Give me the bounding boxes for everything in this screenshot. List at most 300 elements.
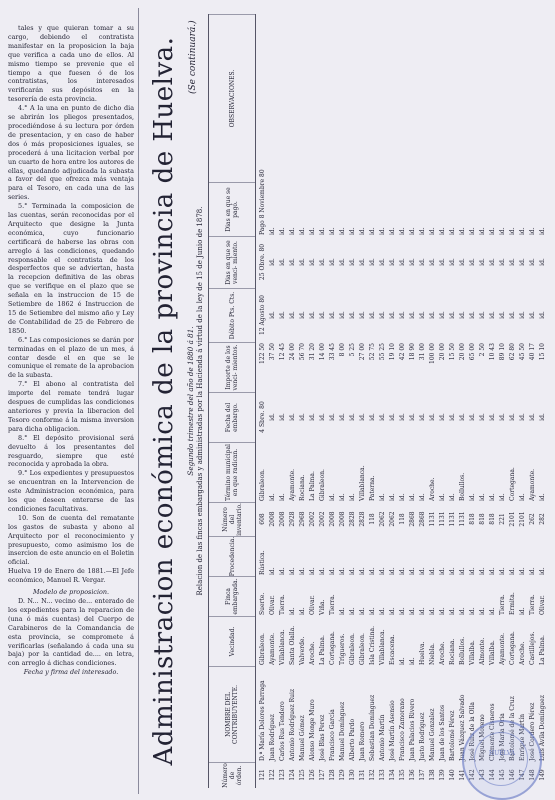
table-cell: id.	[439, 311, 446, 319]
table-header	[209, 14, 256, 788]
table-cell: id.	[299, 311, 306, 319]
table-cell: 142	[469, 769, 476, 781]
table-cell: José Martín Asensio	[389, 700, 396, 761]
table-cell: Santa Olalla.	[289, 625, 296, 665]
table-cell: id.	[489, 413, 496, 421]
table-cell: Niebla.	[429, 643, 436, 665]
table-cell: 122 50	[259, 343, 266, 364]
header-cell: Número del inventario.	[209, 502, 255, 536]
model-text: D. N... N... vecino de... enterado de los expedientes para la reparacion de (una ó más cuentas) del Cuerpo de Carabineros de la Comandancia de esta provincia, se compromete á verificarlas (señalando á cada una su baja) por la cantidad de.... en letra, con arreglo á dichas condiciones.	[8, 597, 134, 668]
table-cell: id.	[369, 607, 376, 615]
table-cell: id.	[409, 258, 416, 266]
table-cell: Bartolomé Pérez	[449, 710, 456, 761]
table-cell: Rústica.	[259, 550, 266, 575]
table-cell: 2828	[349, 511, 356, 527]
table-cell: id.	[289, 413, 296, 421]
table-cell: Alberto Pardo	[349, 718, 356, 761]
table-cell: id.	[539, 258, 546, 266]
table-cell: id.	[409, 413, 416, 421]
table-cell: 124	[289, 769, 296, 781]
table-cell: id.	[409, 567, 416, 575]
table-cell: Ayamonte.	[289, 468, 296, 501]
table-cell: Juan Vázquez Salvado	[459, 694, 466, 761]
table-cell: id.	[329, 227, 336, 235]
table-cell: id.	[389, 567, 396, 575]
table-cell: D.ª María Dolores Parraga	[259, 680, 266, 761]
table-cell: 19 10	[389, 343, 396, 361]
table-cell: id.	[469, 258, 476, 266]
table-cell: Olivar.	[309, 595, 316, 615]
table-cell: id.	[359, 567, 366, 575]
table-cell: 20 00	[439, 343, 446, 361]
table-cell: id.	[459, 258, 466, 266]
table-cell: 2008	[329, 511, 336, 527]
table-cell: Viña.	[319, 599, 326, 615]
continuation-note: (Se continuará.)	[188, 20, 198, 94]
table-cell: id.	[269, 227, 276, 235]
table-cell: Suerte.	[259, 592, 266, 615]
table-cell: id.	[309, 567, 316, 575]
table-cell: id.	[409, 493, 416, 501]
table-cell: Villalba.	[469, 640, 476, 665]
table-cell: id.	[509, 311, 516, 319]
table-cell: Tierra.	[279, 594, 286, 615]
table-cell: id.	[499, 567, 506, 575]
table-cell: 818	[489, 513, 496, 525]
table-cell: Bollullos.	[459, 472, 466, 501]
embargo-table	[208, 14, 549, 788]
table-cell: id.	[499, 413, 506, 421]
table-cell: id.	[449, 311, 456, 319]
table-cell: Cortegana.	[329, 631, 336, 665]
table-cell: José Ruiz de la Olla	[469, 702, 476, 761]
table-cell: id.	[409, 657, 416, 665]
table-cell: 8 00	[339, 343, 346, 357]
table-cell: id.	[349, 493, 356, 501]
model-title: Modelo de proposicion.	[33, 588, 109, 597]
seal-stamp	[462, 720, 542, 800]
table-row	[537, 14, 548, 788]
table-cell: 14 00	[319, 343, 326, 361]
table-cell: id.	[309, 258, 316, 266]
table-cell: id.	[319, 413, 326, 421]
table-cell: id.	[529, 567, 536, 575]
table-cell: 143	[479, 769, 486, 781]
table-cell: La Palma.	[309, 471, 316, 501]
table-cell: 42 00	[399, 343, 406, 361]
paragraph: 10. Son de cuenta del rematante los gastos de subasta y abono al Arquitecto por el reconocimiento y presupuesto, como asimismo los de insercion de este anuncio en el Boletin oficial.	[8, 513, 134, 567]
table-cell: Francisco García	[329, 709, 336, 761]
left-text-column	[8, 24, 134, 794]
table-cell: id.	[349, 258, 356, 266]
table-cell: 141	[459, 769, 466, 781]
table-cell: id.	[539, 567, 546, 575]
header-cell: Débito Pts. Cts.	[209, 288, 255, 342]
table-cell: id.	[449, 493, 456, 501]
table-cell: id.	[399, 311, 406, 319]
rotated-sheet	[142, 8, 552, 794]
seal-text: HUELVA	[488, 750, 516, 757]
table-cell: id.	[419, 227, 426, 235]
table-cell: 24 00	[289, 343, 296, 361]
table-cell: id.	[289, 258, 296, 266]
table-cell: Paterna.	[369, 475, 376, 501]
table-cell: Almonte.	[479, 637, 486, 665]
table-cell: 138	[429, 769, 436, 781]
table-cell: 62 80	[509, 343, 516, 361]
table-cell: Gibraleon.	[259, 633, 266, 665]
table-cell: id.	[539, 413, 546, 421]
table-cell: id.	[319, 258, 326, 266]
table-cell: id.	[349, 567, 356, 575]
table-cell: 133	[379, 769, 386, 781]
table-cell: 127	[319, 769, 326, 781]
table-cell: id.	[439, 258, 446, 266]
table-cell: id.	[419, 258, 426, 266]
table-cell: id.	[299, 607, 306, 615]
table-cell: 2008	[269, 511, 276, 527]
table-cell: id.	[489, 227, 496, 235]
table-cell: id.	[289, 311, 296, 319]
table-cell: 40 17	[529, 343, 536, 361]
table-cell: 136	[409, 769, 416, 781]
table-cell: 55 25	[379, 343, 386, 361]
table-cell: 1131	[439, 511, 446, 527]
table-cell: id.	[489, 567, 496, 575]
table-cell: Cortegana.	[509, 631, 516, 665]
table-cell: id.	[339, 493, 346, 501]
table-cell: id.	[299, 567, 306, 575]
table-cell: Villalba.	[489, 640, 496, 665]
table-cell: 1131	[429, 511, 436, 527]
table-cell: id.	[279, 493, 286, 501]
table-cell: id.	[489, 493, 496, 501]
table-cell: Sebastian Domínguez	[369, 694, 376, 761]
table-cell: 2 50	[479, 343, 486, 357]
table-cell: José María Oria	[499, 713, 506, 761]
table-cell: id.	[309, 311, 316, 319]
sheet-title: Administracion económica de la provincia de Huelva.	[149, 36, 179, 766]
table-cell: id.	[319, 227, 326, 235]
table-cell: Ermita.	[509, 592, 516, 615]
table-cell: 125	[299, 769, 306, 781]
table-cell: 144	[489, 769, 496, 781]
table-cell: id.	[299, 413, 306, 421]
sheet-subtitle: Segundo trimestre del año de 1880 á 81.	[186, 326, 195, 476]
table-cell: 31 20	[309, 343, 316, 361]
table-cell: 2868	[419, 511, 426, 527]
table-cell: id.	[379, 493, 386, 501]
table-cell: 147	[519, 769, 526, 781]
table-cell: id.	[399, 567, 406, 575]
table-cell: 1131	[459, 511, 466, 527]
table-cell: 2008	[279, 511, 286, 527]
header-cell: OBSERVACIONES.	[209, 14, 255, 182]
table-cell: id.	[439, 567, 446, 575]
table-cell: id.	[519, 607, 526, 615]
seal-inner-ring	[474, 732, 528, 786]
table-cell: id.	[499, 311, 506, 319]
table-cell: id.	[469, 413, 476, 421]
table-cell: id.	[509, 413, 516, 421]
table-cell: id.	[419, 413, 426, 421]
table-cell: 139	[439, 769, 446, 781]
table-cell: id.	[509, 567, 516, 575]
table-cell: id.	[529, 227, 536, 235]
table-cell: id.	[269, 413, 276, 421]
paragraph: 5.° Terminada la composicion de las cuentas, serán reconocidas por el Arquitecto que designe la Junta económica, cuyo funcionario certificará de haberse las obras con arreglo á las condiciones, quedando responsable el contratista de los desperfectos que se adviertan, hasta la recepcion definitiva de las obras que se verifique en el plazo que se señala en la instruccion de 15 de Setiembre de 1862 é Instruccion de 15 de Setiembre del mismo año y Ley de Contabilidad de 25 de Febrero de 1850.	[8, 202, 134, 335]
table-cell: Juan Rodríguez	[269, 714, 276, 761]
table-cell: 123	[279, 769, 286, 781]
table-cell: Bartolomé de la Cruz	[509, 696, 516, 761]
table-cell: id.	[529, 413, 536, 421]
table-cell: id.	[279, 567, 286, 575]
table-cell: id.	[459, 227, 466, 235]
table-cell: 65 00	[469, 343, 476, 361]
table-cell: id.	[449, 607, 456, 615]
table-cell: Clemente Cisneros	[489, 703, 496, 761]
table-cell: id.	[349, 413, 356, 421]
table-cell: id.	[379, 311, 386, 319]
table-cell: Villablanca.	[379, 629, 386, 665]
table-cell: id.	[389, 227, 396, 235]
table-cell: 2868	[409, 511, 416, 527]
table-cell: id.	[539, 493, 546, 501]
table-cell: id.	[429, 567, 436, 575]
table-cell: id.	[419, 311, 426, 319]
table-cell: id.	[399, 607, 406, 615]
table-cell: id.	[499, 258, 506, 266]
table-cell: id.	[389, 311, 396, 319]
table-cell: id.	[269, 311, 276, 319]
table-cell: Tierra.	[329, 594, 336, 615]
table-cell: id.	[529, 311, 536, 319]
table-cell: 33 45	[329, 343, 336, 361]
table-cell: id.	[339, 311, 346, 319]
table-cell: id.	[459, 413, 466, 421]
table-cell: Trigueros.	[339, 633, 346, 665]
table-cell: Carlos Rus Tendero	[279, 701, 286, 761]
header-cell: NOMBRE DEL CONTRIBUYENTE.	[209, 666, 255, 762]
table-cell: id.	[479, 493, 486, 501]
table-cell: 137	[419, 769, 426, 781]
table-cell: 126	[309, 769, 316, 781]
table-cell: 818	[479, 513, 486, 525]
table-cell: Antonio Martín	[379, 714, 386, 761]
table-cell: 2928	[289, 511, 296, 527]
table-cell: id.	[269, 493, 276, 501]
table-cell: Miguel Moreno	[479, 714, 486, 761]
table-cell: 131	[359, 769, 366, 781]
table-cell: id.	[329, 493, 336, 501]
table-cell: id.	[539, 227, 546, 235]
table-cell: id.	[349, 227, 356, 235]
paragraph: 9.° Los expedientes y presupuestos se encuentran en la Intervencion de este Administracion económica, para los que deseen enterarse de las condiciones facultativas.	[8, 469, 134, 513]
paragraph: tales y que quieran tomar a su cargo, debiendo el contratista manifestar en la proposicion la baja que verifica a cada uno de ellos. Al mismo tiempo se prevenie que el tiempo a que fuesen ó de los contratistas, los interesados verificarán sus depósitos en la tesorería de esta provincia.	[8, 24, 134, 104]
table-cell: 130	[349, 769, 356, 781]
table-cell: 31 00	[419, 343, 426, 361]
table-cell: id.	[399, 413, 406, 421]
table-cell: id.	[479, 567, 486, 575]
header-cell: Dias en que se venci- miento.	[209, 236, 255, 288]
table-cell: Villablanca.	[359, 465, 366, 501]
table-cell: id.	[369, 311, 376, 319]
table-cell: Gibraleon.	[349, 633, 356, 665]
table-cell: id.	[359, 258, 366, 266]
table-cell: id.	[279, 413, 286, 421]
table-cell: 52 75	[369, 343, 376, 361]
table-cell: id.	[419, 607, 426, 615]
table-cell: id.	[509, 258, 516, 266]
header-cell: Fecha del embargo.	[209, 392, 255, 442]
table-cell: Tierra.	[529, 594, 536, 615]
table-cell: La Palma.	[539, 635, 546, 665]
header-cell: Importe de los venci- mientos.	[209, 342, 255, 392]
table-cell: id.	[379, 227, 386, 235]
table-cell: id.	[469, 227, 476, 235]
table-cell: Gibraleon.	[259, 469, 266, 501]
table-cell: Ayamonte.	[529, 468, 536, 501]
table-cell: id.	[379, 413, 386, 421]
table-cell: id.	[479, 311, 486, 319]
table-cell: 12 45	[279, 343, 286, 361]
table-cell: id.	[279, 258, 286, 266]
rotated-sheet-area	[142, 8, 552, 794]
table-cell: id.	[389, 258, 396, 266]
table-cell: José Blas Perez	[319, 714, 326, 761]
table-cell: 128	[329, 769, 336, 781]
table-cell: id.	[479, 227, 486, 235]
table-cell: id.	[409, 227, 416, 235]
table-cell: id.	[509, 227, 516, 235]
table-cell: id.	[459, 567, 466, 575]
table-cell: Cortegana.	[509, 467, 516, 501]
table-cell: 135	[399, 769, 406, 781]
table-cell: Rociana.	[449, 638, 456, 665]
table-cell: id.	[329, 413, 336, 421]
header-cell: Término municipal en que radican.	[209, 442, 255, 502]
table-cell: Villablanca.	[279, 629, 286, 665]
table-cell: Olivar.	[269, 595, 276, 615]
table-cell: id.	[399, 258, 406, 266]
table-cell: 20 00	[459, 343, 466, 361]
table-cell: 12 Agosto 80	[259, 295, 266, 335]
table-cell: id.	[419, 493, 426, 501]
table-cell: 2101	[509, 511, 516, 527]
table-cell: Juan Romero	[359, 721, 366, 761]
table-cell: id.	[269, 567, 276, 575]
table-cell: Antonio Rodríguez Ruiz	[289, 688, 296, 761]
table-cell: id.	[539, 311, 546, 319]
table-cell: Gibraleon.	[359, 633, 366, 665]
table-cell: id.	[309, 413, 316, 421]
table-cell: id.	[289, 227, 296, 235]
sheet-caption: Relacion de las fincas embargadas y administradas por la Hacienda á virtud de la ley de 15 de Junio de 1878.	[196, 206, 204, 596]
table-cell: Manuel Gómez	[299, 715, 306, 761]
table-cell: id.	[299, 258, 306, 266]
table-cell: 221	[499, 513, 506, 525]
table-cell: id.	[369, 567, 376, 575]
table-cell: id.	[489, 607, 496, 615]
table-cell: id.	[459, 607, 466, 615]
table-cell: 5 25	[349, 343, 356, 357]
table-cell: id.	[379, 567, 386, 575]
table-cell: id.	[359, 311, 366, 319]
table-cell: Juan de los Santos	[439, 704, 446, 761]
table-cell: id.	[379, 258, 386, 266]
table-cell: id.	[429, 413, 436, 421]
table-cell: id.	[369, 227, 376, 235]
table-cell: id.	[529, 258, 536, 266]
table-cell: id.	[519, 413, 526, 421]
table-cell: Justo Rodriguez	[419, 712, 426, 761]
table-cell: id.	[319, 567, 326, 575]
table-cell: 15 50	[449, 343, 456, 361]
table-cell: Pago 8 Noviembre 80	[259, 169, 266, 235]
table-cell: id.	[499, 227, 506, 235]
table-cell: Francisco Zamorano	[399, 698, 406, 761]
table-cell: Huelva.	[419, 641, 426, 665]
table-cell: id.	[309, 227, 316, 235]
table-cell: Aroche.	[429, 477, 436, 501]
table-cell: Isla Cristina.	[369, 626, 376, 665]
table-cell: id.	[339, 413, 346, 421]
table-cell: 10 43	[489, 343, 496, 361]
table-cell: 2002	[319, 511, 326, 527]
table-cell: 262	[529, 513, 536, 525]
paragraph: 4.° A la una en punto de dicho dia se abrirán los pliegos presentados, procediéndose á su lectura por órden de presentacion, y en caso de haber dos ó más proposiciones iguales, se procederá á una licitacion verbal por un cuarto de hora entre los autores de ellas, quedando adjudicada la subasta a favor del que ofrezca más ventaja para el Tesoro, en cada una de las series.	[8, 104, 134, 202]
signature-paragraph: Huelva 19 de Enero de 1881.—El Jefe económico, Manuel R. Vergar.	[8, 567, 134, 585]
table-cell: id.	[519, 567, 526, 575]
table-cell: id.	[349, 607, 356, 615]
table-cell: id.	[439, 493, 446, 501]
table-cell: 15 10	[539, 343, 546, 361]
table-cell: id.	[329, 567, 336, 575]
table-cell: 2062	[389, 511, 396, 527]
table-cell: id.	[339, 258, 346, 266]
header-cell: Dias en que se pagó.	[209, 182, 255, 236]
table-cell: id.	[429, 258, 436, 266]
table-cell: id.	[359, 413, 366, 421]
table-cell: 140	[449, 769, 456, 781]
header-cell: Vecindad.	[209, 616, 255, 666]
table-cell: id.	[429, 227, 436, 235]
table-cell: id.	[519, 258, 526, 266]
table-cell: Luis Ávila Domínguez	[539, 695, 546, 761]
table-cell: 1131	[449, 511, 456, 527]
table-cell: id.	[319, 311, 326, 319]
table-cell: id.	[449, 413, 456, 421]
table-cell: 2968	[299, 511, 306, 527]
table-cell: 2008	[339, 511, 346, 527]
table-cell: id.	[469, 493, 476, 501]
table-cell: id.	[349, 311, 356, 319]
table-cell: id.	[469, 311, 476, 319]
table-cell: id.	[409, 607, 416, 615]
table-cell: id.	[449, 567, 456, 575]
table-cell: id.	[479, 413, 486, 421]
table-cell: id.	[329, 311, 336, 319]
table-cell: 148	[529, 769, 536, 781]
table-cell: id.	[369, 258, 376, 266]
table-cell: id.	[329, 258, 336, 266]
table-cell: 149	[539, 769, 546, 781]
table-cell: id.	[479, 258, 486, 266]
table-cell: 132	[369, 769, 376, 781]
column-divider	[138, 8, 139, 794]
table-cell: id.	[339, 607, 346, 615]
table-cell: Castillejos.	[529, 631, 536, 665]
